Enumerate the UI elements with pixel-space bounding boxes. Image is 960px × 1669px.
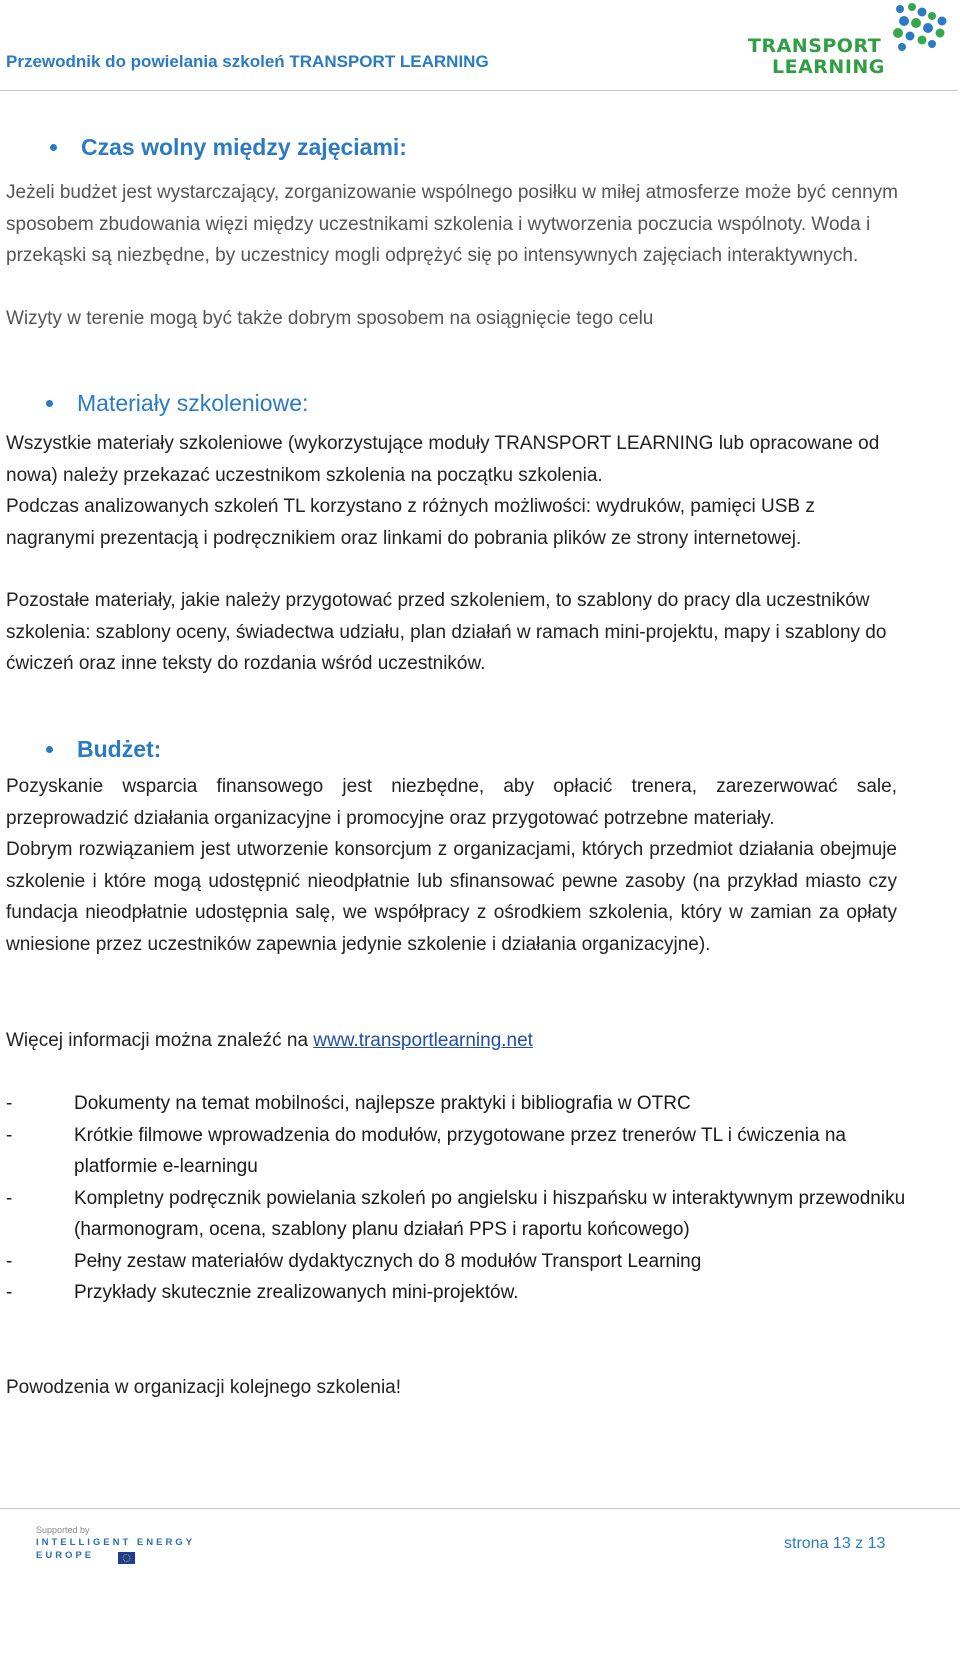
- paragraph: Wszystkie materiały szkoleniowe (wykorzystujące moduły TRANSPORT LEARNING lub opracowane od nowa) należy przekazać uczestnikom szkolenia na początku szkolenia.: [6, 433, 880, 486]
- section-heading-materials: [6, 390, 308, 417]
- dash-marker: -: [6, 1187, 13, 1209]
- footer-divider: [0, 1508, 960, 1509]
- list-item: [6, 1277, 906, 1309]
- section-title: Budżet:: [77, 736, 162, 762]
- bullet-icon: [46, 746, 53, 753]
- transport-learning-logo: [748, 2, 952, 80]
- eu-flag-icon: [118, 1552, 135, 1564]
- bullet-icon: [46, 400, 53, 407]
- section-heading-free-time: [6, 134, 407, 161]
- list-item: [6, 1088, 906, 1120]
- website-link[interactable]: www.transportlearning.net: [313, 1030, 533, 1051]
- section-heading-budget: [6, 736, 161, 763]
- supported-by-text: Supported by: [36, 1525, 90, 1535]
- page-number: strona 13 z 13: [784, 1535, 886, 1552]
- paragraph: Podczas analizowanych szkoleń TL korzystano z różnych możliwości: wydruków, pamięci USB z nagranymi prezentacją i podręcznikiem oraz linkami do pobrania plików ze strony internetowej.: [6, 496, 815, 549]
- dash-marker: -: [6, 1093, 13, 1114]
- closing-text: Powodzenia w organizacji kolejnego szkolenia!: [6, 1377, 402, 1398]
- list-item-text: Pełny zestaw materiałów dydaktycznych do 8 modułów Transport Learning: [74, 1250, 702, 1272]
- section-title: Materiały szkoleniowe:: [77, 390, 309, 416]
- paragraph: Wizyty w terenie mogą być także dobrym sposobem na osiągnięcie tego celu: [6, 308, 654, 329]
- dash-marker: -: [6, 1250, 13, 1272]
- list-item-text: Kompletny podręcznik powielania szkoleń po angielsku i hiszpańsku w interaktywnym przewodniku (harmonogram, ocena, szablony planu działań PPS i raportu końcowego): [74, 1187, 906, 1240]
- list-item: [6, 1246, 906, 1278]
- document-title: Przewodnik do powielania szkoleń TRANSPORT LEARNING: [6, 52, 489, 71]
- header-divider: [0, 90, 958, 91]
- list-item: [6, 1120, 906, 1183]
- paragraph: Pozyskanie wsparcia finansowego jest niezbędne, aby opłacić trenera, zarezerwować sale, przeprowadzić działania organizacyjne i promocyjne oraz przygotować potrzebne materiały.: [6, 776, 897, 829]
- program-name-line2: EUROPE: [36, 1550, 95, 1561]
- more-info-text: Więcej informacji można znaleźć na: [6, 1030, 314, 1051]
- bullet-icon: [50, 144, 57, 151]
- dash-marker: -: [6, 1124, 13, 1146]
- program-name-line1: INTELLIGENT ENERGY: [36, 1537, 196, 1548]
- page-header: [0, 0, 960, 92]
- list-item: [6, 1183, 906, 1246]
- logo-text-transport: TRANSPORT: [748, 35, 882, 57]
- list-item-text: Dokumenty na temat mobilności, najlepsze praktyki i bibliografia w OTRC: [74, 1093, 691, 1114]
- dash-marker: -: [6, 1282, 13, 1303]
- paragraph: Dobrym rozwiązaniem jest utworzenie konsorcjum z organizacjami, których przedmiot działania obejmuje szkolenie i które mogą udostępnić nieodpłatnie lub sfinansować pewne zasoby (na przykład miasto czy fundacja nieodpłatnie udostępnia salę, we współpracy z ośrodkiem szkolenia, który w zamian za opłaty wniesione przez uczestników zapewnia jedynie szkolenie i działania organizacyjne).: [6, 839, 897, 955]
- list-item-text: Krótkie filmowe wprowadzenia do modułów, przygotowane przez trenerów TL i ćwiczenia na platformie e-learningu: [74, 1124, 846, 1177]
- intelligent-energy-europe-logo: [36, 1525, 236, 1565]
- paragraph: Pozostałe materiały, jakie należy przygotować przed szkoleniem, to szablony do pracy dla uczestników szkolenia: szablony oceny, świadectwa udziału, plan działań w ramach mini-projektu, mapy i szablony do ćwiczeń oraz inne teksty do rozdania wśród uczestników.: [6, 590, 887, 674]
- paragraph: Jeżeli budżet jest wystarczający, zorganizowanie wspólnego posiłku w miłej atmosferze może być cennym sposobem zbudowania więzi między uczestnikami szkolenia i wytworzenia poczucia wspólnoty. Woda i przekąski są niezbędne, by uczestnicy mogli odprężyć się po intensywnych zajęciach interaktywnych.: [6, 182, 898, 266]
- logo-text-learning: LEARNING: [772, 56, 885, 78]
- resources-list: [6, 1088, 906, 1309]
- more-info-paragraph: [6, 1025, 906, 1057]
- section-title: Czas wolny między zajęciami:: [81, 134, 407, 160]
- list-item-text: Przykłady skutecznie zrealizowanych mini-projektów.: [74, 1282, 519, 1303]
